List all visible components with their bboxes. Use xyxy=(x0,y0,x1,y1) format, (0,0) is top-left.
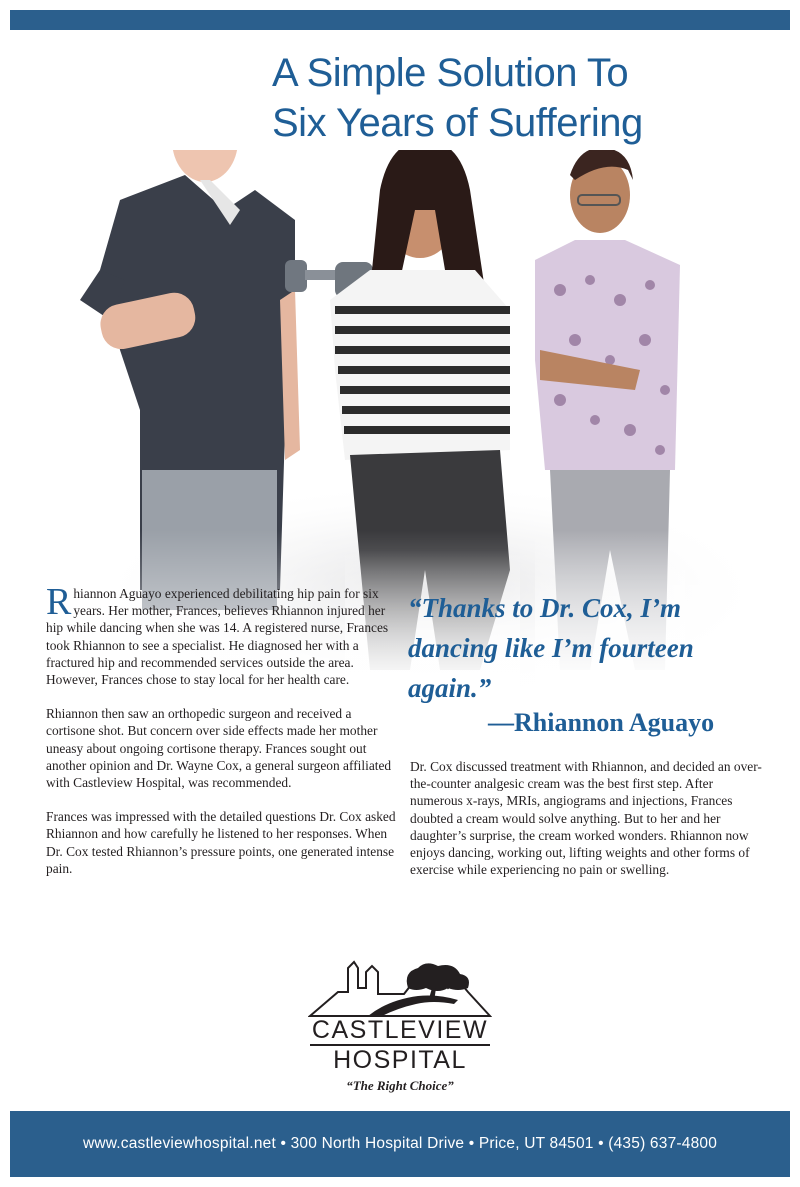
article-column-left xyxy=(46,581,396,894)
article-paragraph-1 xyxy=(46,581,396,688)
castleview-hospital-logo xyxy=(308,958,492,1098)
headline xyxy=(272,48,772,148)
headline-line-1: A Simple Solution To xyxy=(272,51,629,95)
article-paragraph-2: Rhiannon then saw an orthopedic surgeon and received a cortisone shot. But concern over side effects made her mother uneasy about ongoing cortisone therapy. Frances sought out another opinion and Dr. Wayne Cox, a general surgeon affiliated with Castleview Hospital, was recommended. xyxy=(46,706,392,791)
paragraph-1-text: hiannon Aguayo experienced debilitating hip pain for six years. Her mother, Frances, believes Rhiannon injured her hip while dancing when she was 14. A registered nurse, Frances took Rhiannon to see a specialist. He diagnosed her with a fractured hip and recommended services outside the area. However, Frances chose to stay local for her health care. xyxy=(46,586,389,688)
article-column-right xyxy=(410,758,762,895)
article-paragraph-3: Frances was impressed with the detailed questions Dr. Cox asked Rhiannon and how carefully he listened to her responses. When Dr. Cox tested Rhiannon’s pressure points, one generated intense pain. xyxy=(46,809,396,876)
logo-tagline: “The Right Choice” xyxy=(346,1078,454,1093)
footer-bar xyxy=(10,1111,790,1177)
footer-contact-text: www.castleviewhospital.net • 300 North Hospital Drive • Price, UT 84501 • (435) 637-4800 xyxy=(82,1135,718,1152)
castle-tree-logo-icon xyxy=(308,958,492,1018)
logo-name-line-1: CASTLEVIEW xyxy=(311,1016,489,1044)
logo-name-line-2: HOSPITAL xyxy=(333,1046,467,1074)
top-banner-bar xyxy=(10,10,790,30)
quote-attribution: —Rhiannon Aguayo xyxy=(488,708,715,737)
pull-quote: “Thanks to Dr. Cox, I’m dancing like I’m fourteen again.” xyxy=(408,593,694,703)
headline-line-2: Six Years of Suffering xyxy=(272,101,643,145)
drop-cap: R xyxy=(46,581,72,623)
article-paragraph-4: Dr. Cox discussed treatment with Rhiannon, and decided an over-the-counter analgesic cream was the best first step. After numerous x-rays, MRIs, angiograms and injections, Frances doubted a cream would solve anything. But to her and her daughter’s surprise, the cream worked wonders. Rhiannon now enjoys dancing, working out, lifting weights and other forms of exercise while experiencing no pain or swelling. xyxy=(410,759,762,878)
